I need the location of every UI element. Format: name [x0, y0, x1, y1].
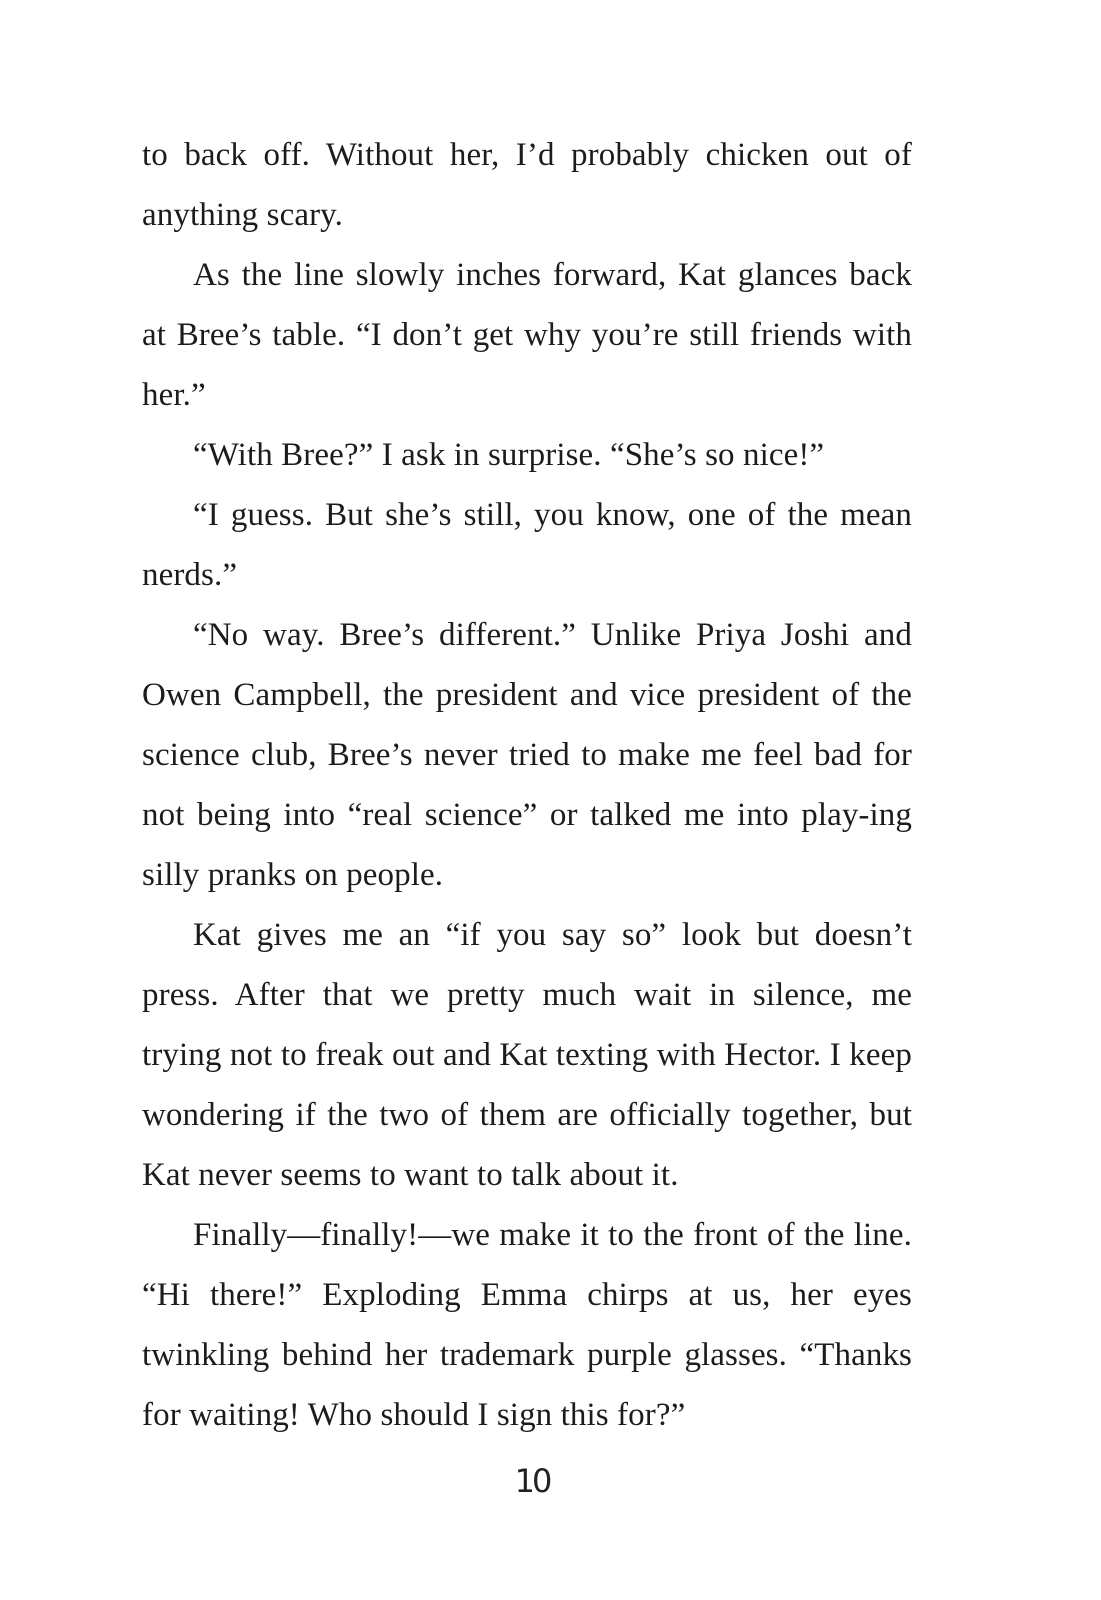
paragraph-1: to back off. Without her, I’d probably chicken out of anything scary. [142, 137, 912, 233]
page-number: 10 [514, 1462, 550, 1500]
paragraph-7: Finally—finally!—we make it to the front of the line. “Hi there!” Exploding Emma chirps at us, her eyes twinkling behind her trademark purple glasses. “Thanks for waiting! Who should I sign this for?” [142, 1217, 912, 1433]
body-text [142, 125, 912, 1445]
paragraph-5: “No way. Bree’s different.” Unlike Priya Joshi and Owen Campbell, the president and vice president of the science club, Bree’s never tried to make me feel bad for not being into “real science” or talked me into play-ing silly pranks on people. [142, 617, 912, 893]
paragraph-6: Kat gives me an “if you say so” look but doesn’t press. After that we pretty much wait in silence, me trying not to freak out and Kat texting with Hector. I keep wondering if the two of them are officially together, but Kat never seems to want to talk about it. [142, 917, 912, 1193]
paragraph-3: “With Bree?” I ask in surprise. “She’s so nice!” [193, 437, 825, 473]
paragraph-2: As the line slowly inches forward, Kat glances back at Bree’s table. “I don’t get why you’re still friends with her.” [142, 257, 912, 413]
paragraph-4: “I guess. But she’s still, you know, one of the mean nerds.” [142, 497, 912, 593]
